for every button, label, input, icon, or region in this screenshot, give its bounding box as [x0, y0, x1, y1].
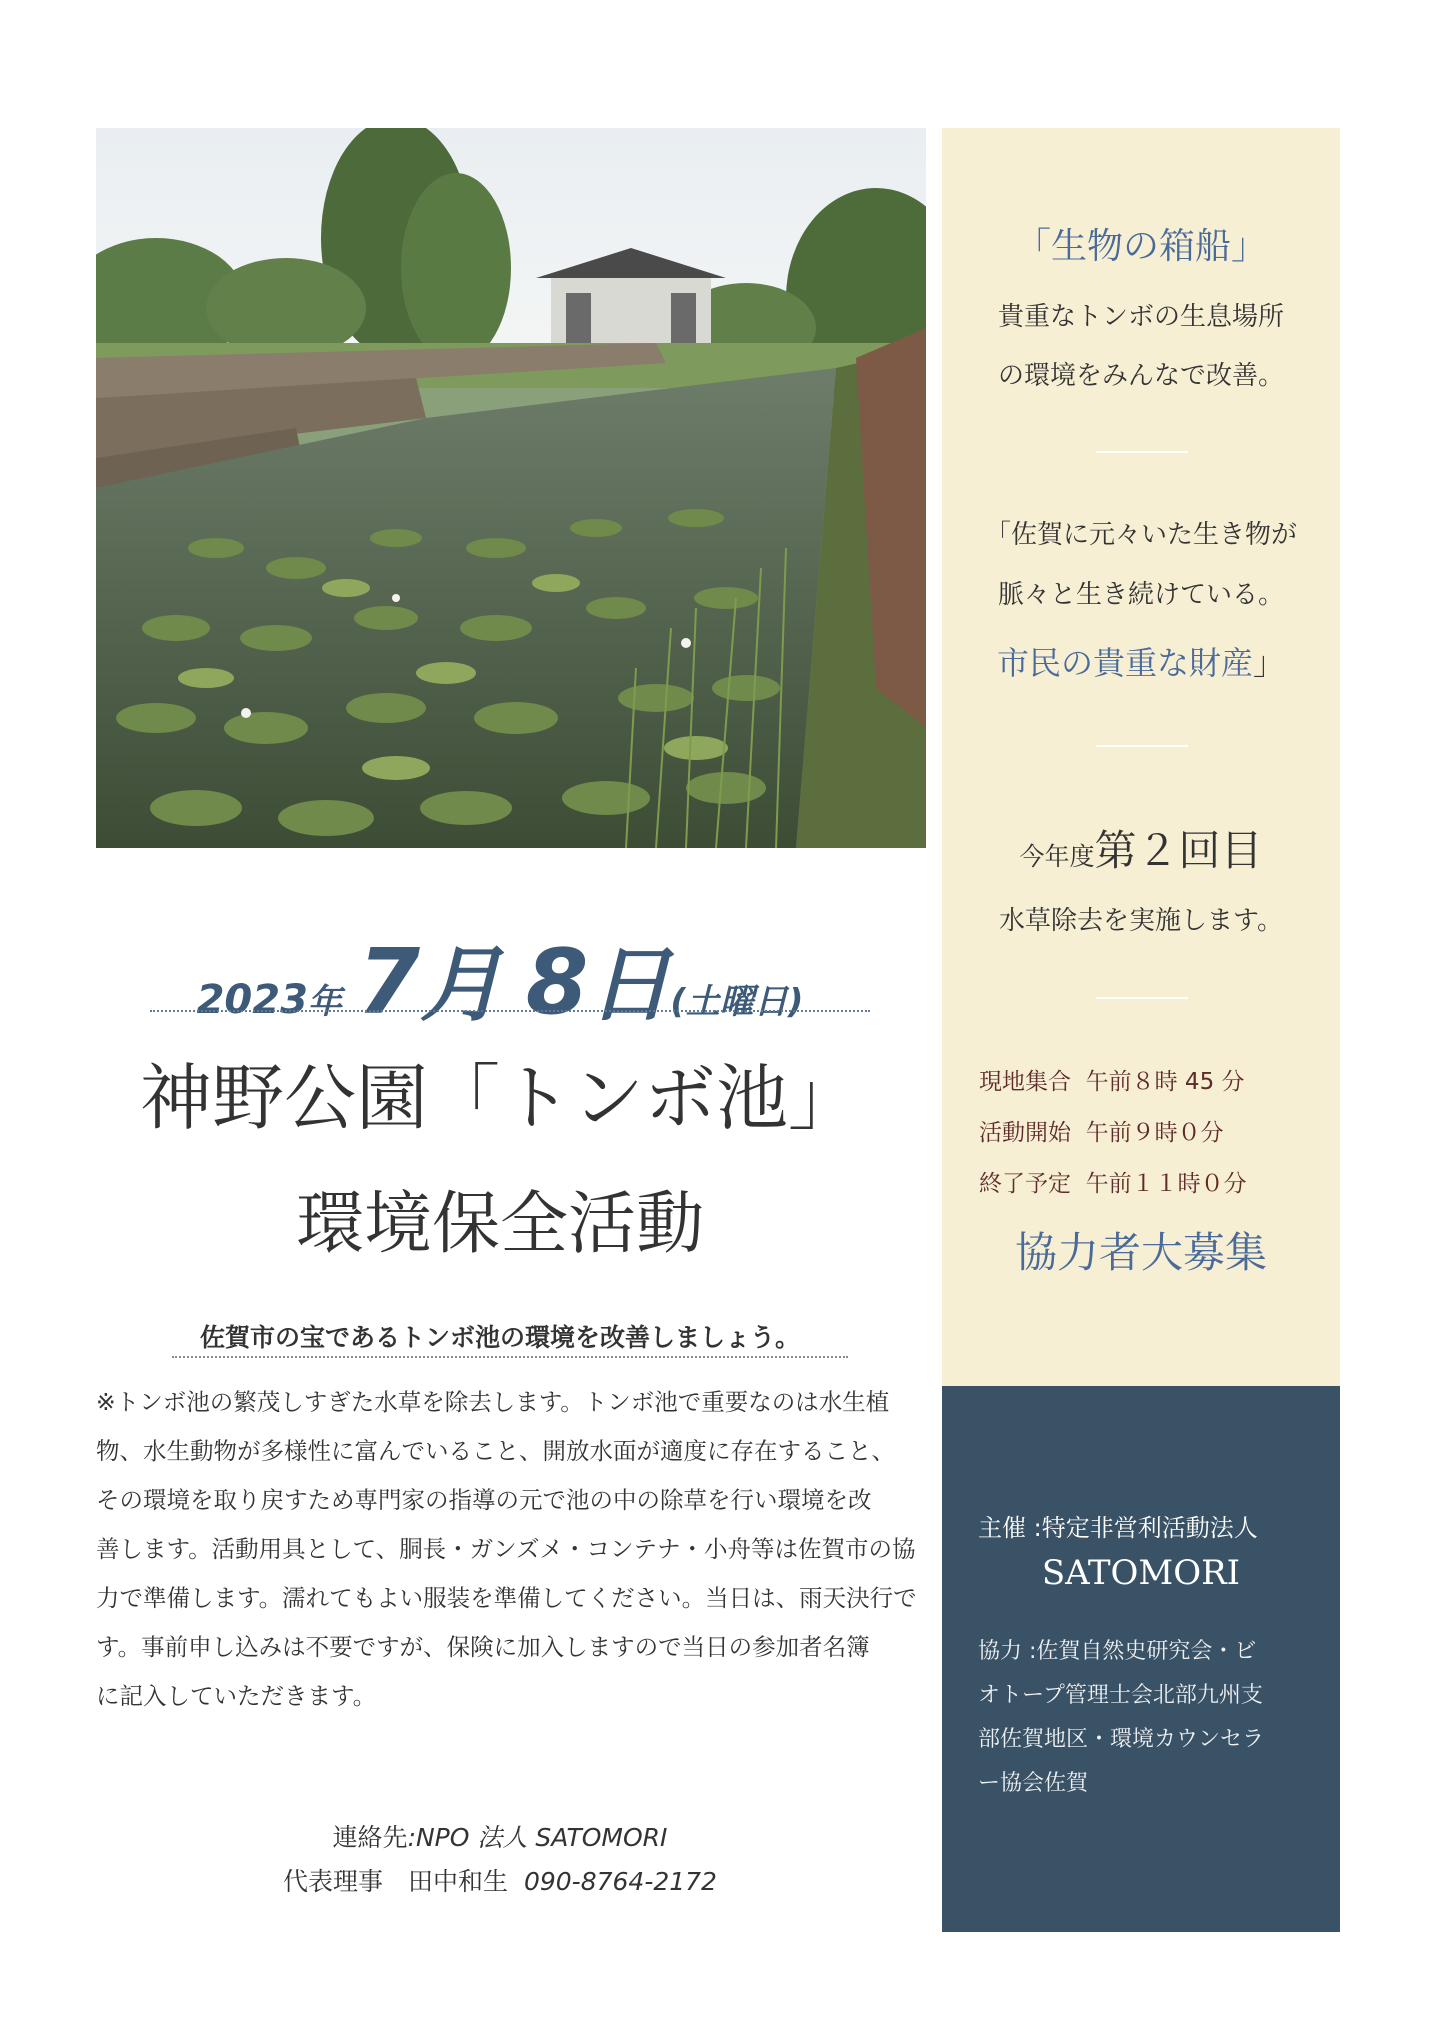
intro-heading: 佐賀市の宝であるトンボ池の環境を改善しましょう。: [199, 1323, 800, 1352]
round-subline: 水草除去を実施します。: [999, 906, 1283, 936]
round-heading: 今年度第２回目: [1019, 826, 1263, 875]
phone-number[interactable]: 090-8764-2172: [523, 1867, 717, 1896]
event-title: 神野公園「トンボ池」: [139, 1056, 860, 1140]
pond-photo: [96, 128, 926, 848]
quote-saga-line3: 市民の貴重な財産」: [996, 644, 1286, 682]
divider: [1096, 997, 1188, 999]
quote-ark-line2: の環境をみんなで改善。: [997, 361, 1284, 391]
schedule-row: 終了予定 午前１１時０分: [979, 1171, 1247, 1197]
intro-body: ※トンボ池の繁茂しすぎた水草を除去します。トンボ池で重要なのは水生植 物、水生動物が多様性に富んでいること、開放水面が適度に存在すること、 その環境を取り戻すため専門家の指導の元で池の中の除草を行い環境を改 善します。活動用具として、胴長・ガンズメ・コンテナ・小舟等は佐賀市の協 力で準備します。濡れてもよい服装を準備してください。当日は、雨天決行で す。事前申し込みは不要ですが、保険に加入しますので当日の参加者名簿 に記入していただきます。: [96, 1388, 917, 1710]
event-date: 2023年 7月 8日(土曜日): [196, 930, 804, 1035]
schedule-row: 現地集合 午前８時 45 分: [979, 1069, 1245, 1095]
divider: [1096, 745, 1188, 747]
contact-line2: 代表理事 田中和生 090-8764-2172: [283, 1867, 717, 1896]
organizer-name: SATOMORI: [1041, 1553, 1241, 1593]
schedule-list: [979, 1057, 1247, 1210]
divider: [1096, 451, 1188, 453]
organizer-label: 主催 :特定非営利活動法人: [978, 1514, 1258, 1542]
quote-saga-line1: 「佐賀に元々いた生き物が: [984, 520, 1297, 550]
quote-ark-title: 「生物の箱船」: [1014, 226, 1267, 267]
date-underline: [150, 1010, 870, 1012]
recruit-heading: 協力者大募集: [1014, 1228, 1267, 1277]
quote-ark-line1: 貴重なトンボの生息場所: [997, 302, 1284, 332]
cooperators: 協力 :佐賀自然史研究会・ビ オトープ管理士会北部九州支 部佐賀地区・環境カウンセラ ー協会佐賀: [978, 1639, 1265, 1796]
event-subtitle: 環境保全活動: [295, 1185, 704, 1264]
quote-saga-line2: 脈々と生き続けている。: [997, 580, 1284, 610]
intro-underline: [172, 1356, 848, 1358]
schedule-row: 活動開始 午前９時０分: [979, 1120, 1224, 1146]
contact-line1: 連絡先:NPO 法人 SATOMORI: [332, 1823, 668, 1852]
